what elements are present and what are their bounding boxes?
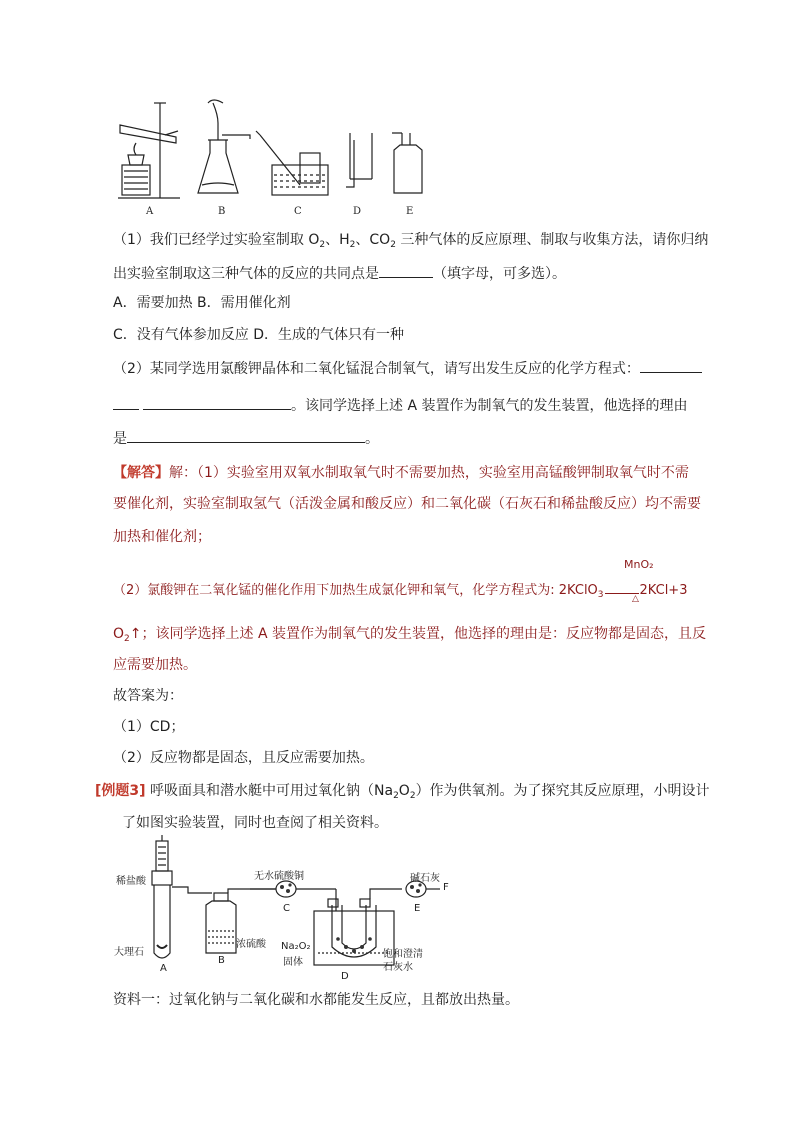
question-1-line-2: 出实验室制取这三种气体的反应的共同点是 （填字母，可多选）。	[113, 263, 566, 284]
label-a: A	[160, 963, 167, 974]
figure1-label-c: C	[294, 206, 302, 217]
final-answer-1: （1）CD；	[113, 719, 185, 735]
answer-line-5: $O_2↑$；该同学选择上述 A 装置作为制氧气的发生装置，他选择的理由是：反应物都是固态，且反	[113, 626, 706, 644]
figure1-label-b: B	[218, 206, 226, 217]
heat-symbol: △	[632, 594, 639, 604]
figure1-label-e: E	[406, 206, 414, 217]
question-2-line-1: （2）某同学选用氯酸钾晶体和二氧化锰混合制氧气，请写出发生反应的化学方程式：	[113, 358, 702, 379]
answer-line-6: 应需要加热。	[113, 657, 197, 673]
label-b: B	[218, 955, 225, 966]
label-c: C	[283, 903, 290, 914]
label-na2o2: Na₂O₂	[281, 941, 311, 952]
label-soda-lime: 碱石灰	[410, 873, 440, 884]
label-e: E	[414, 903, 421, 914]
question-1-line-1: （1）我们已经学过实验室制取 $O_2$、$H_2$、$CO_2$ 三种气体的反应原理、制取与收集方法，请你归纳	[113, 232, 709, 250]
label-anhydrous-cuso4: 无水硫酸铜	[254, 871, 304, 882]
example-3-line-1: [例题3] 呼吸面具和潜水艇中可用过氧化钠$(Na_2O_2)$作为供氧剂。为了探究其反应原理，小明设计	[95, 783, 710, 801]
option-a-b: A．需要加热 B．需用催化剂	[113, 295, 291, 311]
question-2-line-2: 。该同学选择上述 A 装置作为制氧气的发生装置，他选择的理由	[113, 395, 687, 416]
answer-blank-1[interactable]	[379, 263, 433, 278]
answer-blank-2b[interactable]	[113, 395, 139, 410]
label-saturated: 饱和澄清	[383, 949, 423, 960]
label-f: F	[443, 882, 449, 893]
apparatus-figure-1	[110, 95, 450, 220]
figure1-label-d: D	[353, 206, 362, 217]
answer-tag: 【解答】	[113, 465, 169, 481]
answer-line-2: 要催化剂，实验室制取氢气（活泼金属和酸反应）和二氧化碳（石灰石和稀盐酸反应）均不需要	[113, 496, 701, 512]
label-conc-h2so4: 浓硫酸	[236, 939, 266, 950]
final-answer-2: （2）反应物都是固态，且反应需要加热。	[113, 750, 374, 766]
label-marble: 大理石	[114, 947, 144, 958]
label-solid: 固体	[283, 957, 303, 968]
label-d: D	[341, 971, 349, 982]
label-dilute-hcl: 稀盐酸	[116, 876, 146, 887]
question-2-line-3: 是 。	[113, 428, 379, 449]
answer-line-1: 【解答】解：（1）实验室用双氧水制取氧气时不需要加热，实验室用高锰酸钾制取氧气时不需	[113, 465, 689, 481]
final-answer-label: 故答案为：	[113, 688, 183, 704]
answer-blank-2a[interactable]	[640, 358, 702, 373]
label-limewater: 石灰水	[383, 962, 413, 973]
answer-blank-2d[interactable]	[127, 428, 365, 443]
answer-blank-2c[interactable]	[143, 395, 291, 410]
option-c-d: C．没有气体参加反应 D．生成的气体只有一种	[113, 327, 405, 343]
answer-line-4: （2）氯酸钾在二氧化锰的催化作用下加热生成氯化钾和氧气，化学方程式为: 2KClO$_3$ 2KCl+3	[113, 583, 688, 600]
reaction-arrow	[605, 585, 639, 594]
reference-info-1: 资料一：过氧化钠与二氧化碳和水都能发生反应，且都放出热量。	[113, 992, 519, 1008]
example-tag: [例题3]	[95, 783, 146, 799]
example-3-line-2: 了如图实验装置，同时也查阅了相关资料。	[122, 815, 388, 831]
catalyst-mno2: MnO₂	[624, 558, 654, 571]
figure1-label-a: A	[146, 206, 154, 217]
answer-line-3: 加热和催化剂；	[113, 529, 211, 545]
